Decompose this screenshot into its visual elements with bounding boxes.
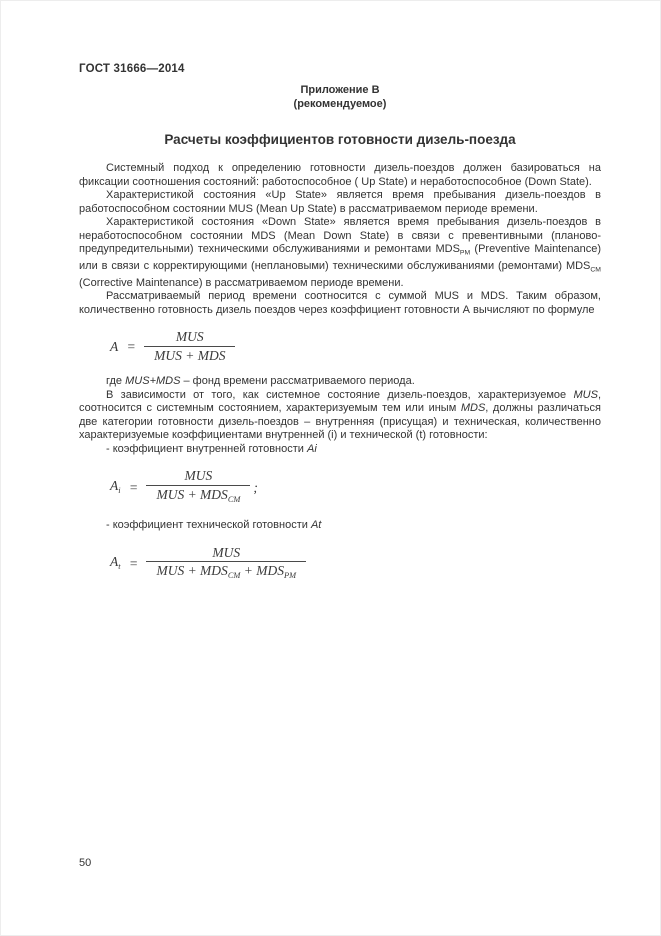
paragraph-down-state: Характеристикой состояния «Down State» является время пребывания дизель-поездов в неработоспособном состоянии MDS (Mean Down State) в связи с превентивными (планово-предупредительными) техническими обслуживаниями и ремонтами $MDS_{PM}$ (Preventive Maintenance) или в связи с корректирующими (неплановыми) техническими обслуживаниями (ремонтами) $MDS_{CM}$ (Corrective Maintenance) в рассматриваемом периоде времени. xyxy=(79,216,601,289)
paragraph-where-clause: где MUS+MDS – фонд времени рассматриваемого периода. xyxy=(106,375,415,388)
formula-technical-availability-at: $A_t$ = $\frac{\text{MUS}}{MUS + MDS_{CM} + MDS_{PM}}$ xyxy=(110,546,601,583)
document-body xyxy=(79,162,601,583)
paragraph-inherent-availability-label: - коэффициент внутренней готовности Ai xyxy=(106,442,317,455)
paragraph-period: Рассматриваемый период времени соотносится с суммой MUS и MDS. Таким образом, количественно готовность дизель поездов через коэффициент готовности А вычисляют по формуле xyxy=(79,290,601,316)
page-number: 50 xyxy=(79,857,92,869)
page-title: Расчеты коэффициентов готовности дизель-поезда xyxy=(164,132,516,147)
paragraph-technical-availability-label: - коэффициент технической готовности At xyxy=(106,519,322,532)
appendix-heading xyxy=(79,84,601,111)
paragraph-system-approach: Системный подход к определению готовности дизель-поездов должен базироваться на фиксации соотношения состояний: работоспособное ( Up State) и неработоспособное (Down State). xyxy=(79,162,601,188)
paragraph-up-state: Характеристикой состояния «Up State» является время пребывания дизель-поездов в работоспособном состоянии MUS (Mean Up State) в рассматриваемом периоде времени. xyxy=(79,189,601,215)
paragraph-categories: В зависимости от того, как системное состояние дизель-поездов, характеризуемое MUS, соотносится с системным состоянием, характеризуемым тем или иным MDS, должны различаться две категории готовности дизель-поездов – внутренняя (присущая) и техническая, количественно характеризуемые коэффициентами внутренней (i) и технической (t) готовности: xyxy=(79,388,601,442)
appendix-label: Приложение В xyxy=(300,84,380,96)
formula-availability-a: A = $\frac{\text{MUS}}{\text{MUS + MDS}}$ xyxy=(110,330,601,362)
formula-inherent-availability-ai: $A_i$ = $\frac{\text{MUS}}{MUS + MDS_{CM}}$ ; xyxy=(110,468,258,504)
gost-number: ГОСТ 31666—2014 xyxy=(79,63,185,75)
appendix-note: (рекомендуемое) xyxy=(293,97,387,110)
